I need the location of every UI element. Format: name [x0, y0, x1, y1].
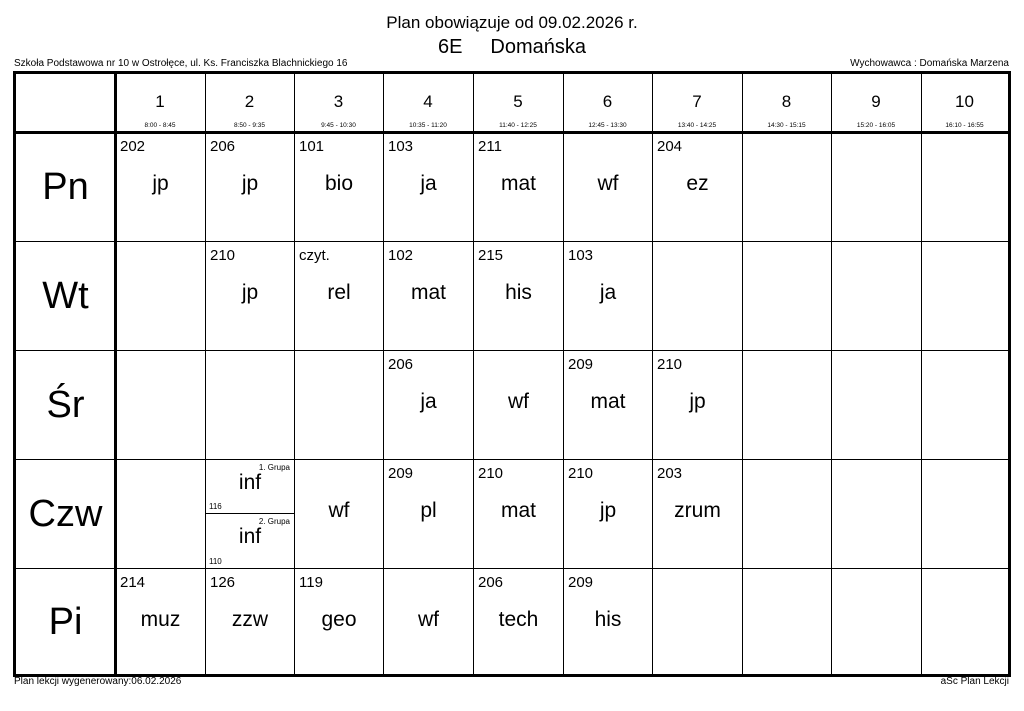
lesson-cell: [743, 569, 831, 674]
lesson-subject: geo: [321, 608, 357, 631]
lesson-subject: ez: [686, 172, 709, 195]
lesson-cell: [116, 569, 205, 674]
day-label: Śr: [46, 384, 85, 426]
lesson-subject: jp: [241, 172, 259, 195]
lesson-cell: [653, 460, 742, 568]
period-header: [831, 74, 921, 132]
school-name: Szkoła Podstawowa nr 10 w Ostrołęce, ul. Ks. Franciszka Blachnickiego 16: [14, 58, 348, 69]
lesson-cell: [116, 133, 205, 241]
group-lesson: [206, 514, 294, 568]
lesson-cell: [653, 242, 742, 350]
period-time: 10:35 - 11:20: [409, 122, 447, 129]
valid-from-title: Plan obowiązuje od 09.02.2026 r.: [386, 13, 638, 32]
period-time: 14:30 - 15:15: [767, 122, 806, 129]
day-label: Pi: [48, 600, 83, 643]
lesson-room: 103: [388, 138, 414, 155]
period-header: [205, 74, 294, 132]
lesson-cell: [206, 460, 294, 568]
lesson-cell: [832, 351, 921, 459]
lesson-subject: mat: [590, 390, 626, 413]
lesson-subject: wf: [597, 172, 619, 195]
lesson-cell: [474, 351, 563, 459]
period-header: [473, 74, 563, 132]
lesson-room: 209: [568, 356, 594, 373]
lesson-cell: [474, 569, 563, 674]
lesson-room: 206: [388, 356, 414, 373]
lesson-cell: [384, 569, 473, 674]
lesson-cell: [384, 242, 473, 350]
lesson-subject: rel: [327, 281, 351, 304]
class-teacher-short: Domańska: [490, 36, 587, 58]
period-number: 5: [513, 92, 523, 111]
lesson-room: 126: [210, 574, 236, 591]
lesson-subject: inf: [238, 525, 262, 548]
lesson-cell: [564, 569, 652, 674]
day-label: Pn: [42, 166, 89, 208]
period-number: 6: [602, 92, 613, 111]
lesson-room: 103: [568, 247, 594, 264]
period-time: 8:00 - 8:45: [144, 122, 176, 129]
lesson-subject: mat: [500, 499, 536, 522]
lesson-cell: [206, 569, 294, 674]
lesson-cell: [474, 242, 563, 350]
lesson-room: 102: [388, 247, 414, 264]
software-name: aSc Plan Lekcji: [940, 676, 1009, 687]
lesson-cell: [743, 133, 831, 241]
lesson-subject: ja: [599, 281, 617, 304]
period-time: 11:40 - 12:25: [499, 122, 537, 129]
lesson-cell: [295, 351, 383, 459]
lesson-cell: [922, 569, 1008, 674]
lesson-subject: tech: [498, 608, 539, 631]
lesson-cell: [832, 133, 921, 241]
period-time: 15:20 - 16:05: [856, 122, 896, 129]
lesson-subject: bio: [324, 172, 354, 195]
lesson-cell: [116, 351, 205, 459]
lesson-subject: ja: [420, 390, 437, 413]
lesson-subject: zrum: [674, 499, 721, 522]
lesson-cell: [474, 133, 563, 241]
period-number: 8: [781, 92, 792, 111]
lesson-room: 204: [657, 138, 683, 155]
period-number: 9: [871, 92, 881, 111]
lesson-cell: [295, 569, 383, 674]
period-header: [563, 74, 652, 132]
lesson-subject: pl: [420, 499, 437, 522]
lesson-subject: his: [505, 281, 532, 304]
lesson-room: 110: [209, 557, 222, 566]
class-name: 6E: [437, 36, 463, 58]
lesson-subject: wf: [418, 608, 439, 631]
timetable-grid: [13, 71, 1011, 677]
lesson-cell: [832, 460, 921, 568]
lesson-cell: [564, 242, 652, 350]
lesson-cell: [116, 242, 205, 350]
period-time: 8:50 - 9:35: [233, 122, 266, 129]
lesson-subject: jp: [599, 499, 617, 522]
lesson-cell: [922, 460, 1008, 568]
lesson-cell: [743, 351, 831, 459]
lesson-cell: [295, 133, 383, 241]
lesson-room: 209: [568, 574, 594, 591]
group-lesson: [206, 460, 294, 514]
lesson-subject: inf: [238, 471, 262, 494]
lesson-subject: zzw: [231, 608, 269, 631]
lesson-subject: jp: [152, 172, 169, 195]
lesson-cell: [564, 133, 652, 241]
lesson-cell: [922, 133, 1008, 241]
lesson-cell: [384, 351, 473, 459]
group-label: 2. Grupa: [258, 517, 290, 526]
lesson-room: 210: [568, 465, 594, 482]
lesson-cell: [564, 351, 652, 459]
generated-date: Plan lekcji wygenerowany:06.02.2026: [14, 676, 182, 687]
lesson-cell: [743, 460, 831, 568]
lesson-cell: [743, 242, 831, 350]
lesson-cell: [653, 569, 742, 674]
lesson-room: 210: [478, 465, 504, 482]
period-number: 2: [244, 92, 255, 111]
lesson-cell: [206, 242, 294, 350]
lesson-subject: mat: [410, 281, 446, 304]
lesson-room: 203: [657, 465, 683, 482]
homeroom-teacher: Wychowawca : Domańska Marzena: [850, 58, 1009, 69]
lesson-cell: [474, 460, 563, 568]
lesson-cell: [922, 351, 1008, 459]
lesson-room: czyt.: [299, 247, 330, 264]
lesson-subject: muz: [140, 608, 181, 631]
lesson-room: 116: [209, 502, 222, 511]
lesson-room: 211: [478, 138, 502, 155]
lesson-room: 210: [657, 356, 683, 373]
period-time: 12:45 - 13:30: [588, 122, 627, 129]
lesson-room: 206: [478, 574, 504, 591]
period-header: [652, 74, 742, 132]
lesson-room: 119: [299, 574, 323, 591]
lesson-subject: ja: [420, 172, 437, 195]
lesson-subject: wf: [328, 499, 350, 522]
lesson-cell: [832, 569, 921, 674]
lesson-room: 202: [120, 138, 146, 155]
period-number: 10: [955, 92, 974, 111]
lesson-subject: jp: [241, 281, 259, 304]
period-number: 1: [155, 92, 165, 111]
lesson-room: 206: [210, 138, 236, 155]
lesson-cell: [295, 242, 383, 350]
period-header: [294, 74, 383, 132]
class-title: [0, 35, 1024, 59]
lesson-room: 214: [120, 574, 146, 591]
lesson-cell: [116, 460, 205, 568]
period-number: 7: [692, 92, 702, 111]
lesson-room: 210: [210, 247, 236, 264]
period-header: [383, 74, 473, 132]
lesson-cell: [384, 460, 473, 568]
day-label: Czw: [28, 493, 103, 535]
day-label: Wt: [42, 275, 89, 317]
period-number: 4: [423, 92, 433, 111]
period-number: 3: [333, 92, 344, 111]
period-header: [115, 74, 205, 132]
period-header: [921, 74, 1008, 132]
lesson-cell: [564, 460, 652, 568]
lesson-cell: [206, 133, 294, 241]
lesson-room: 209: [388, 465, 414, 482]
lesson-cell: [384, 133, 473, 241]
lesson-cell: [653, 351, 742, 459]
lesson-subject: mat: [500, 172, 536, 195]
lesson-room: 215: [478, 247, 504, 264]
lesson-room: 101: [299, 138, 325, 155]
lesson-subject: his: [594, 608, 622, 631]
lesson-cell: [832, 242, 921, 350]
lesson-subject: jp: [689, 390, 706, 413]
period-time: 13:40 - 14:25: [677, 122, 717, 129]
group-label: 1. Grupa: [258, 463, 290, 472]
period-time: 9:45 - 10:30: [321, 122, 356, 129]
lesson-cell: [922, 242, 1008, 350]
lesson-subject: wf: [508, 390, 529, 413]
lesson-cell: [206, 351, 294, 459]
lesson-cell: [653, 133, 742, 241]
period-header: [742, 74, 831, 132]
lesson-cell: [295, 460, 383, 568]
period-time: 16:10 - 16:55: [945, 122, 984, 129]
